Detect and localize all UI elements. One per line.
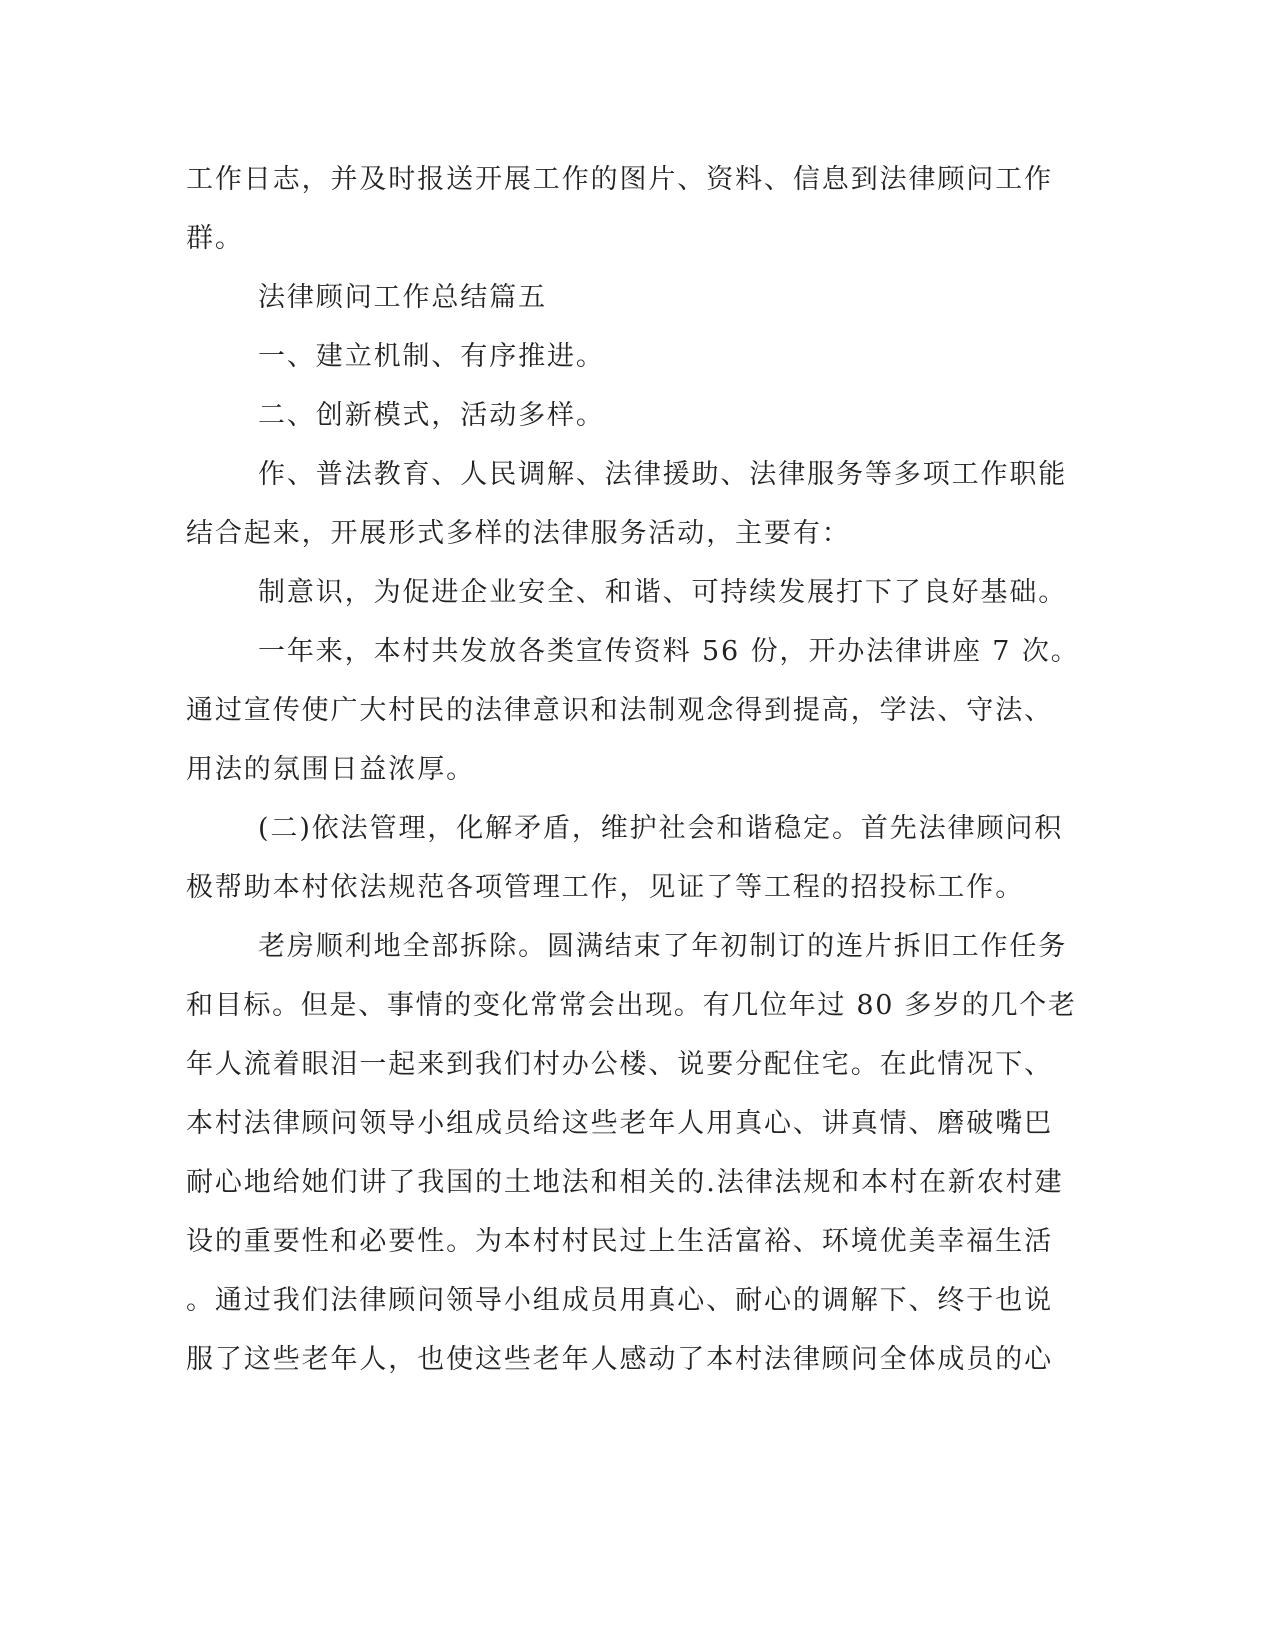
paragraph-line: 年人流着眼泪一起来到我们村办公楼、说要分配住宅。在此情况下、 xyxy=(186,1049,1053,1080)
paragraph-line: 耐心地给她们讲了我国的土地法和相关的.法律法规和本村在新农村建 xyxy=(186,1167,1064,1198)
paragraph-line: 本村法律顾问领导小组成员给这些老年人用真心、讲真情、磨破嘴巴 xyxy=(186,1108,1053,1139)
paragraph-line: 极帮助本村依法规范各项管理工作，见证了等工程的招投标工作。 xyxy=(186,872,1025,903)
paragraph-line: (二)依法管理，化解矛盾，维护社会和谐稳定。首先法律顾问积 xyxy=(258,813,1064,844)
paragraph-line: 制意识，为促进企业安全、和谐、可持续发展打下了良好基础。 xyxy=(258,577,1068,608)
paragraph-line: 通过宣传使广大村民的法律意识和法制观念得到提高，学法、守法、 xyxy=(186,695,1053,726)
paragraph-line: 用法的氛围日益浓厚。 xyxy=(186,754,475,785)
paragraph-line: 设的重要性和必要性。为本村村民过上生活富裕、环境优美幸福生活 xyxy=(186,1226,1053,1257)
paragraph-line: 。通过我们法律顾问领导小组成员用真心、耐心的调解下、终于也说 xyxy=(186,1285,1053,1316)
section-heading: 法律顾问工作总结篇五 xyxy=(258,282,547,313)
paragraph-line: 群。 xyxy=(186,223,244,254)
list-item: 一、建立机制、有序推进。 xyxy=(258,341,605,372)
paragraph-line: 老房顺利地全部拆除。圆满结束了年初制订的连片拆旧工作任务 xyxy=(258,931,1068,962)
paragraph-line: 和目标。但是、事情的变化常常会出现。有几位年过 80 多岁的几个老 xyxy=(186,990,1077,1021)
list-item: 二、创新模式，活动多样。 xyxy=(258,400,605,431)
paragraph-line: 服了这些老年人，也使这些老年人感动了本村法律顾问全体成员的心 xyxy=(186,1344,1053,1375)
paragraph-line: 作、普法教育、人民调解、法律援助、法律服务等多项工作职能 xyxy=(258,459,1068,490)
paragraph-line: 一年来，本村共发放各类宣传资料 56 份，开办法律讲座 7 次。 xyxy=(258,636,1080,667)
paragraph-line: 工作日志，并及时报送开展工作的图片、资料、信息到法律顾问工作 xyxy=(186,164,1053,195)
paragraph-line: 结合起来，开展形式多样的法律服务活动，主要有： xyxy=(186,518,851,549)
